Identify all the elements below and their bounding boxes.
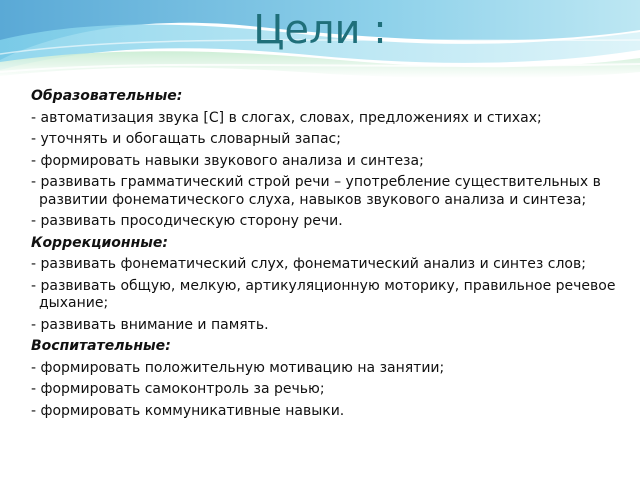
heading-label: Воспитательные <box>31 338 166 354</box>
list-item: - автоматизация звука [С] в слогах, словах, предложениях и стихах; <box>31 109 542 126</box>
section-heading-correctional <box>31 235 621 253</box>
list-item: - формировать самоконтроль за речью; <box>31 381 325 397</box>
heading-colon: : <box>162 234 169 251</box>
list-item: - развивать просодическую сторону речи. <box>31 213 343 229</box>
list-item: - развивать грамматический строй речи – употребление существительных в развитии фонематического слуха, навыков звукового анализа и синтеза; <box>31 174 601 208</box>
list-item: - формировать коммуникативные навыки. <box>31 402 345 419</box>
heading-colon: : <box>165 338 171 354</box>
heading-label: Коррекционные <box>31 234 163 251</box>
list-item: - формировать навыки звукового анализа и синтеза; <box>31 152 424 169</box>
list-item: - развивать фонематический слух, фонематический анализ и синтез слов; <box>31 256 586 272</box>
list-item: - развивать внимание и память. <box>31 316 269 333</box>
section-heading-educational <box>31 88 621 106</box>
slide-title: Цели : <box>253 7 387 53</box>
list-item: - формировать положительную мотивацию на занятии; <box>31 359 445 376</box>
goals-content <box>31 88 621 424</box>
heading-colon: : <box>176 88 183 104</box>
section-heading-upbringing <box>31 338 621 356</box>
list-item: - уточнять и обогащать словарный запас; <box>31 131 341 147</box>
heading-label: Образовательные <box>31 88 177 104</box>
list-item: - развивать общую, мелкую, артикуляционную моторику, правильное речевое дыхание; <box>31 277 616 311</box>
